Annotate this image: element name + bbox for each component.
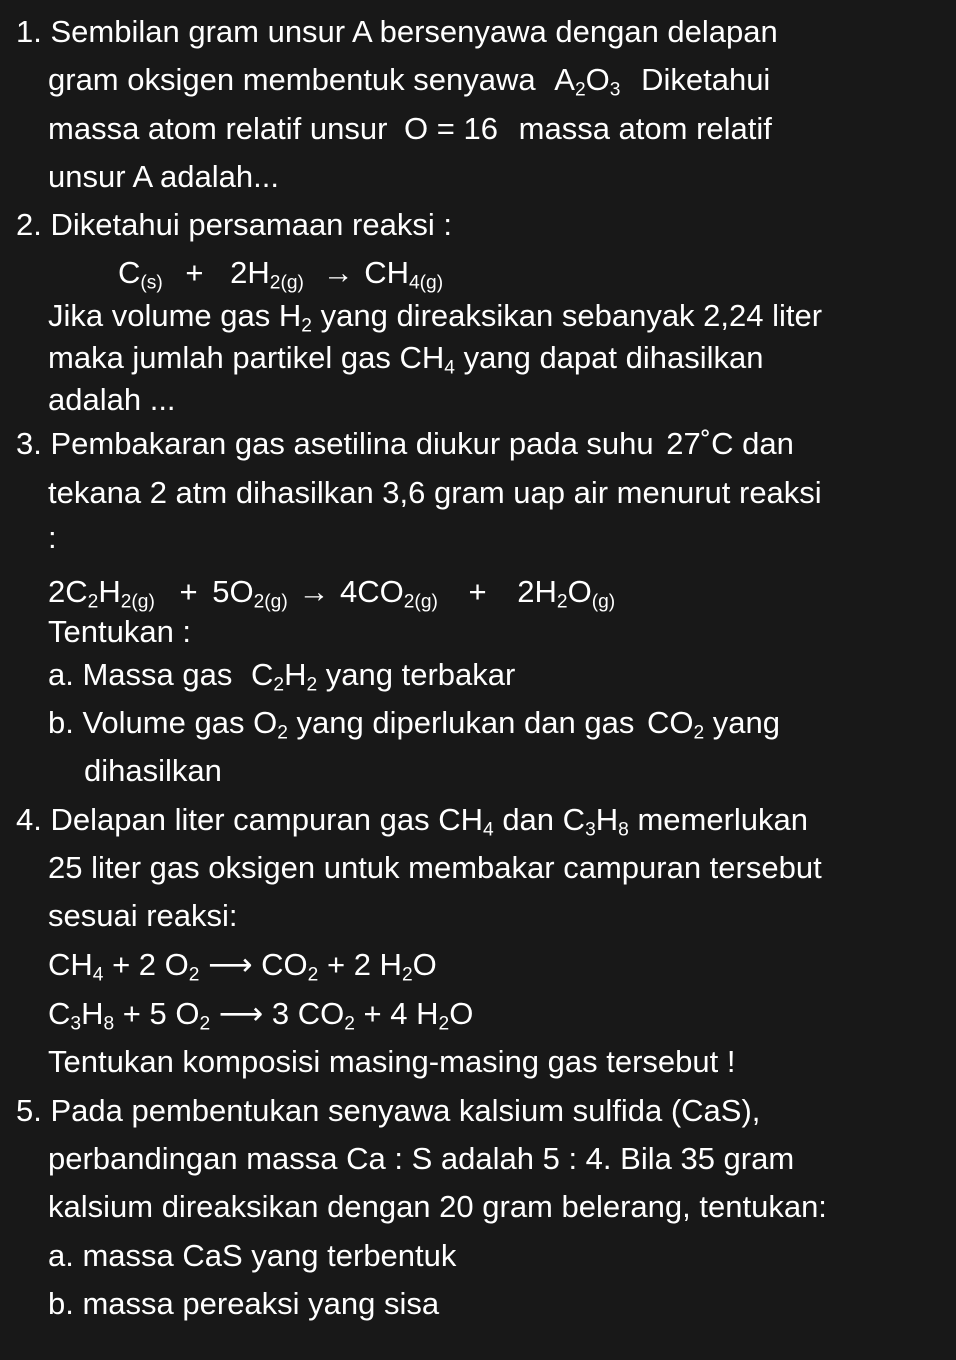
q1-line-2 xyxy=(48,60,770,100)
q5-line-2 xyxy=(48,1139,794,1179)
q5-text-2: perbandingan massa Ca : S adalah 5 : 4. Bila 35 gram xyxy=(48,1141,795,1176)
q2-line-4 xyxy=(48,338,764,378)
q4-number: 4. xyxy=(16,802,42,837)
q3-text-2: dan xyxy=(742,426,794,461)
q1-line-3 xyxy=(48,109,772,149)
q4-text-1: Delapan liter campuran gas xyxy=(50,802,430,837)
q3-line-2 xyxy=(48,473,822,513)
q5-line-1 xyxy=(16,1091,760,1131)
q3-text-3: tekana 2 atm dihasilkan 3,6 gram uap air menurut reaksi xyxy=(48,475,822,510)
q1-text-6: unsur A adalah... xyxy=(48,159,279,194)
q3-text-6: yang terbakar xyxy=(325,657,516,692)
q4-line-3 xyxy=(48,896,238,936)
q3-text-8: yang diperlukan dan gas xyxy=(296,705,635,740)
q3-line-6 xyxy=(48,655,515,695)
q4-text-5: sesuai reaksi: xyxy=(48,898,238,933)
q4-ch4: $CH_4$ xyxy=(438,802,494,841)
q3-o2: $O_2$ xyxy=(253,705,288,744)
q3-text-10: dihasilkan xyxy=(84,753,222,788)
q2-text-2: Jika volume gas xyxy=(48,298,271,333)
arrow-icon: → xyxy=(298,574,330,609)
q2-text-4: maka jumlah partikel gas xyxy=(48,340,391,375)
q1-line-1 xyxy=(16,12,778,52)
q3-text-5: a. Massa gas xyxy=(48,657,233,692)
q3-text-4: Tentukan : xyxy=(48,614,192,649)
q1-o-equals: O = 16 xyxy=(404,111,499,146)
q2-text-1: Diketahui persamaan reaksi : xyxy=(50,207,452,242)
q2-h2: $H_2$ xyxy=(278,298,312,337)
q3-line-3 xyxy=(48,518,57,558)
q1-text-5: massa atom relatif xyxy=(518,111,772,146)
q2-text-3: yang direaksikan sebanyak 2,24 liter xyxy=(320,298,823,333)
arrow-icon: → xyxy=(322,255,354,290)
q4-c3h8: $C_3H_8$ xyxy=(562,802,629,841)
q2-line-5 xyxy=(48,380,176,420)
q2-line-1 xyxy=(16,205,452,245)
q4-line-6 xyxy=(48,1042,736,1082)
q5-line-4 xyxy=(48,1236,456,1276)
q1-text-2: gram oksigen membentuk senyawa xyxy=(48,62,536,97)
q1-text: Sembilan gram unsur A bersenyawa dengan delapan xyxy=(50,14,778,49)
q3-co2: $CO_2$ xyxy=(646,705,705,744)
q4-text-3: memerlukan xyxy=(637,802,809,837)
q4-line-1 xyxy=(16,800,808,840)
q4-line-2 xyxy=(48,848,822,888)
q3-temperature: 27˚C xyxy=(666,426,734,461)
q2-text-6: adalah ... xyxy=(48,382,176,417)
q4-equation-2: $C_3H_8 + 5$ $O_2$ ⟶ 3 $CO_2 + 4$ $H_2O$ xyxy=(48,996,474,1035)
q2-reaction: $C_{(s)} + 2H_{2(g)} \to CH_{4(g)}$ xyxy=(118,255,444,294)
q3-c2h2: $C_2H_2$ xyxy=(251,657,318,696)
q5-text-1: Pada pembentukan senyawa kalsium sulfida (CaS), xyxy=(50,1093,761,1128)
q2-text-5: yang dapat dihasilkan xyxy=(463,340,764,375)
q3-line-8 xyxy=(84,751,222,791)
q1-number: 1. xyxy=(16,14,42,49)
q4-text-4: 25 liter gas oksigen untuk membakar campuran tersebut xyxy=(48,850,822,885)
q5-text-3: kalsium direaksikan dengan 20 gram belerang, tentukan: xyxy=(48,1189,827,1224)
q4-text-6: Tentukan komposisi masing-masing gas tersebut ! xyxy=(48,1044,736,1079)
q5-number: 5. xyxy=(16,1093,42,1128)
q3-text-7: b. Volume gas xyxy=(48,705,245,740)
q5-text-4: a. massa CaS yang terbentuk xyxy=(48,1238,457,1273)
q3-line-7 xyxy=(48,703,780,743)
q5-text-5: b. massa pereaksi yang sisa xyxy=(48,1286,440,1321)
q4-equation-1: $CH_4 + 2$ $O_2$ ⟶ $CO_2 + 2$ $H_2O$ xyxy=(48,947,437,986)
q3-text-9: yang xyxy=(712,705,781,740)
q4-text-2: dan xyxy=(502,802,555,837)
q2-ch4: $CH_4$ xyxy=(399,340,455,379)
q1-formula-a2o3: $A_2O_3$ xyxy=(554,62,621,101)
arrow-icon: ⟶ xyxy=(208,947,253,982)
q5-line-5 xyxy=(48,1284,439,1324)
q1-line-4 xyxy=(48,157,279,197)
q3-line-5 xyxy=(48,612,191,652)
q3-text-1: Pembakaran gas asetilina diukur pada suhu xyxy=(50,426,654,461)
q3-line-1 xyxy=(16,424,794,464)
q3-reaction: $2C_2H_{2(g)} + 5O_{2(g)} \to 4CO_{2(g)} + 2H_2O_{(g)}$ xyxy=(48,574,616,613)
q1-text-3: Diketahui xyxy=(641,62,771,97)
arrow-icon: ⟶ xyxy=(218,996,264,1031)
q2-line-3 xyxy=(48,296,822,336)
q3-colon: : xyxy=(48,520,57,555)
q1-text-4: massa atom relatif unsur xyxy=(48,111,388,146)
q2-number: 2. xyxy=(16,207,42,242)
q3-number: 3. xyxy=(16,426,42,461)
q5-line-3 xyxy=(48,1187,827,1227)
